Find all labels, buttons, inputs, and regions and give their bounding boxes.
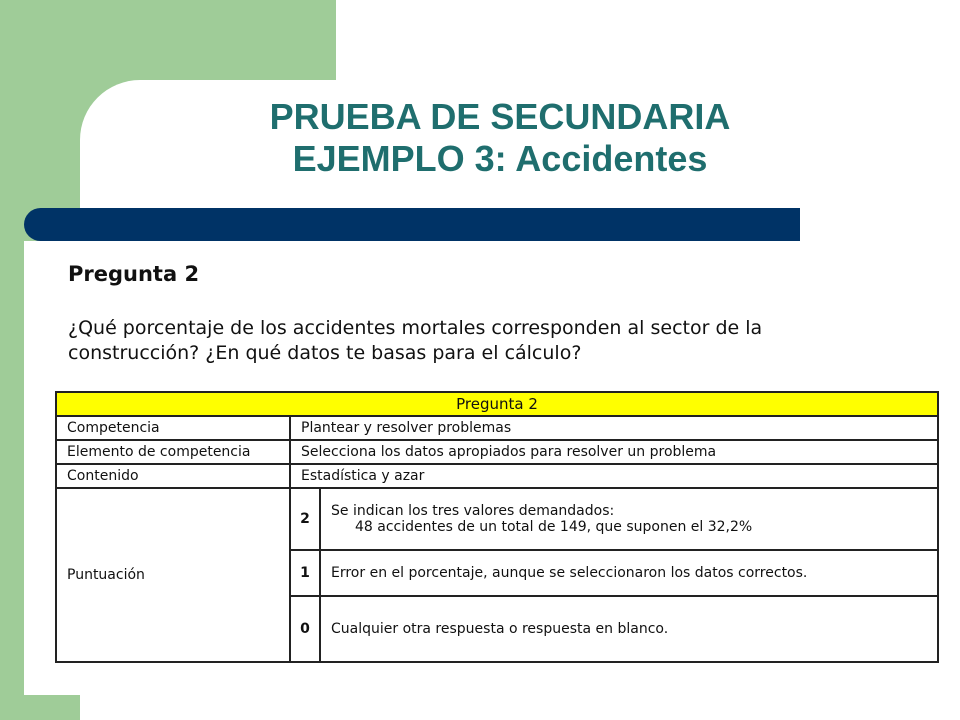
score-description-line2: 48 accidentes de un total de 149, que suponen el 32,2% [355, 519, 753, 535]
row-value: Plantear y resolver problemas [290, 416, 938, 440]
table-row [56, 464, 938, 488]
rubric-header-row [56, 392, 938, 416]
slide-title [140, 96, 860, 180]
decor-white-area [336, 0, 960, 80]
score-description: Error en el porcentaje, aunque se seleccionaron los datos correctos. [320, 550, 938, 596]
question-text: ¿Qué porcentaje de los accidentes mortales corresponden al sector de la construcción? ¿En qué datos te basas para el cálculo? [68, 317, 763, 364]
decor-green-top [0, 0, 336, 80]
slide-title-line1: PRUEBA DE SECUNDARIA [269, 96, 731, 137]
rubric-header: Pregunta 2 [56, 392, 938, 416]
slide-title-line2: EJEMPLO 3: Accidentes [292, 138, 708, 179]
table-row [56, 440, 938, 464]
row-value: Estadística y azar [290, 464, 938, 488]
row-label: Competencia [56, 416, 290, 440]
rubric-table [55, 391, 939, 663]
score-value: 1 [290, 550, 320, 596]
row-label: Elemento de competencia [56, 440, 290, 464]
question-heading: Pregunta 2 [68, 262, 200, 286]
score-description-line1: Se indican los tres valores demandados: [331, 503, 615, 519]
decor-blue-bar [24, 208, 800, 241]
table-row [56, 416, 938, 440]
score-description [320, 488, 938, 550]
score-row [56, 488, 938, 550]
scoring-label: Puntuación [56, 488, 290, 662]
row-label: Contenido [56, 464, 290, 488]
row-value: Selecciona los datos apropiados para resolver un problema [290, 440, 938, 464]
score-value: 2 [290, 488, 320, 550]
score-description: Cualquier otra respuesta o respuesta en blanco. [320, 596, 938, 662]
score-value: 0 [290, 596, 320, 662]
